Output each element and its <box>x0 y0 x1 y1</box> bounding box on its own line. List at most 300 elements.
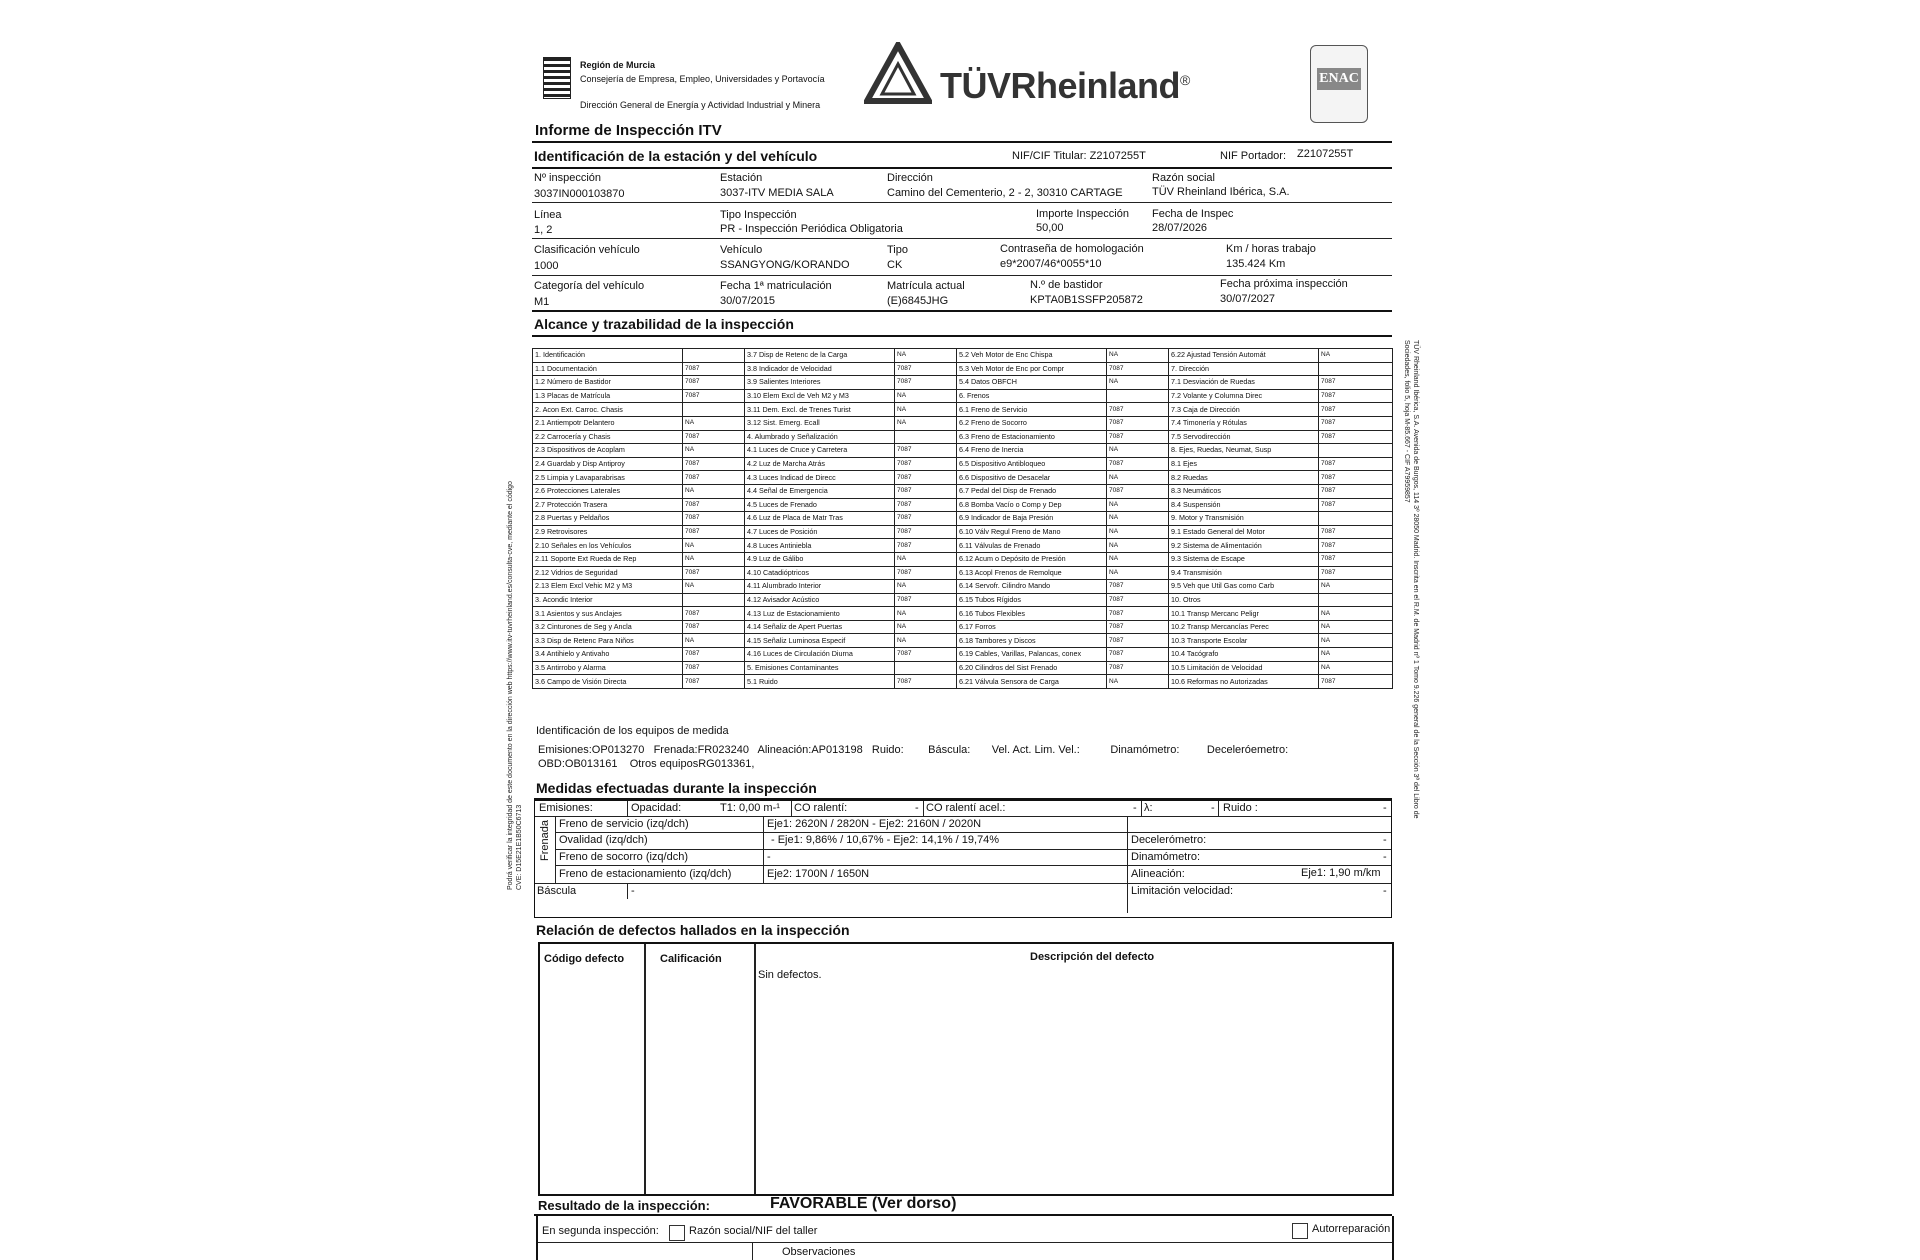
scope-item: 7.4 Timonería y Rótulas <box>1169 416 1319 430</box>
field-value: KPTA0B1SSFP205872 <box>1030 294 1143 306</box>
field-label: Km / horas trabajo <box>1226 243 1316 255</box>
scope-code: 7087 <box>1319 457 1393 471</box>
scope-item: 9. Motor y Transmisión <box>1169 512 1319 526</box>
limitacion-label: Limitación velocidad: <box>1131 885 1234 897</box>
scope-code: 7087 <box>683 512 745 526</box>
scope-row <box>533 512 1393 526</box>
scope-item: 4.11 Alumbrado Interior <box>745 580 895 594</box>
scope-item: 8.2 Ruedas <box>1169 471 1319 485</box>
scope-item: 3.8 Indicador de Velocidad <box>745 362 895 376</box>
resultado-value: FAVORABLE (Ver dorso) <box>770 1195 957 1212</box>
scope-code: 7087 <box>683 566 745 580</box>
enac-logo: ENAC <box>1317 68 1361 90</box>
scope-item: 4.7 Luces de Posición <box>745 525 895 539</box>
scope-code: NA <box>1107 552 1169 566</box>
scope-code: 7087 <box>1107 634 1169 648</box>
field-label: Estación <box>720 172 763 184</box>
scope-row <box>533 349 1393 363</box>
scope-item: 2.6 Protecciones Laterales <box>533 484 683 498</box>
side-company-text: TÜV Rheinland Ibérica, S.A. Avenida de Burgos, 114 3º 28050 Madrid. Inscrita en el R.M. de Madrid nº 1 Tomo 9.226 general de la Sección 3ª del Libro de Sociedades, folio 5, hoja M-85.667 - CIF A79959857 <box>1403 340 1419 819</box>
freno-servicio-value: Eje1: 2620N / 2820N - Eje2: 2160N / 2020N <box>767 818 982 830</box>
scope-code: 7087 <box>1107 661 1169 675</box>
scope-code: NA <box>683 634 745 648</box>
freno-socorro-label: Freno de socorro (izq/dch) <box>559 851 688 863</box>
scope-code: NA <box>1107 471 1169 485</box>
scope-item: 5.1 Ruido <box>745 675 895 689</box>
tuv-rheinland-logo: TÜVRheinland® <box>940 65 1190 106</box>
scope-item: 10.1 Transp Mercanc Peligr <box>1169 607 1319 621</box>
scope-row <box>533 607 1393 621</box>
scope-code: NA <box>1319 580 1393 594</box>
scope-code: 7087 <box>895 566 957 580</box>
scope-item: 3. Acondic Interior <box>533 593 683 607</box>
lambda-label: λ: <box>1144 802 1153 814</box>
scope-code: 7087 <box>1319 389 1393 403</box>
equipos-title: Identificación de los equipos de medida <box>536 725 729 737</box>
ovalidad-value: - Eje1: 9,86% / 10,67% - Eje2: 14,1% / 19,74% <box>771 834 1000 846</box>
field-value: TÜV Rheinland Ibérica, S.A. <box>1152 186 1290 198</box>
scope-code: 7087 <box>683 457 745 471</box>
scope-code: 7087 <box>895 512 957 526</box>
field-label: Categoría del vehículo <box>534 280 645 292</box>
dash: - <box>1211 802 1215 814</box>
scope-code: NA <box>1107 349 1169 363</box>
dash: - <box>1133 802 1137 814</box>
scope-code <box>683 403 745 417</box>
scope-item: 4.16 Luces de Circulación Diurna <box>745 648 895 662</box>
scope-row <box>533 539 1393 553</box>
scope-row <box>533 498 1393 512</box>
scope-item: 10.3 Transporte Escolar <box>1169 634 1319 648</box>
dash: - <box>1383 885 1387 897</box>
field-label: Fecha próxima inspección <box>1220 278 1348 290</box>
report-title: Informe de Inspección ITV <box>535 122 722 139</box>
scope-row <box>533 471 1393 485</box>
scope-item: 9.2 Sistema de Alimentación <box>1169 539 1319 553</box>
field-value: 1000 <box>534 260 559 272</box>
scope-item: 9.1 Estado General del Motor <box>1169 525 1319 539</box>
scope-item: 2.10 Señales en los Vehículos <box>533 539 683 553</box>
scope-item: 6.21 Válvula Sensora de Carga <box>957 675 1107 689</box>
resultado-label: Resultado de la inspección: <box>538 1198 710 1213</box>
scope-row <box>533 634 1393 648</box>
scope-code <box>1319 593 1393 607</box>
scope-code: 7087 <box>1319 525 1393 539</box>
scope-item: 6.15 Tubos Rígidos <box>957 593 1107 607</box>
scope-code <box>1319 512 1393 526</box>
emisiones-label: Emisiones: <box>539 802 593 814</box>
field-value: (E)6845JHG <box>887 295 949 307</box>
field-value: SSANGYONG/KORANDO <box>720 259 850 271</box>
scope-code: 7087 <box>683 607 745 621</box>
frenada-label: Frenada <box>539 820 551 861</box>
scope-code: 7087 <box>1319 675 1393 689</box>
scope-item: 5.4 Datos OBFCH <box>957 376 1107 390</box>
scope-item: 2.3 Dispositivos de Acoplam <box>533 444 683 458</box>
razon-taller-label: Razón social/NIF del taller <box>689 1225 818 1237</box>
scope-item: 6.8 Bomba Vacío o Comp y Dep <box>957 498 1107 512</box>
scope-item: 4.10 Catadióptricos <box>745 566 895 580</box>
autorreparacion-label: Autorreparación <box>1312 1223 1391 1235</box>
scope-code: NA <box>1107 539 1169 553</box>
side-verification-text: Podrá verificar la integridad de este documento en la dirección web https://www.itv-tuvrheinland.es/consulta-cve, mediante el código CVE: D15E21E1B50C6713 <box>507 481 523 890</box>
scope-code <box>683 349 745 363</box>
scope-code: NA <box>683 552 745 566</box>
scope-code <box>1319 444 1393 458</box>
scope-code <box>895 430 957 444</box>
scope-code: 7087 <box>1107 457 1169 471</box>
scope-code: NA <box>895 620 957 634</box>
field-label: Dirección <box>887 172 933 184</box>
scope-code: 7087 <box>1107 416 1169 430</box>
scope-row <box>533 661 1393 675</box>
scope-row <box>533 580 1393 594</box>
field-label: Importe Inspección <box>1036 208 1129 220</box>
scope-item: 3.10 Elem Excl de Veh M2 y M3 <box>745 389 895 403</box>
tuv-triangle-icon <box>864 42 932 104</box>
freno-estacionamiento-value: Eje2: 1700N / 1650N <box>767 868 870 880</box>
scope-code: 7087 <box>895 525 957 539</box>
field-label: Nº inspección <box>534 172 601 184</box>
scope-code: 7087 <box>683 389 745 403</box>
scope-item: 6.7 Pedal del Disp de Frenado <box>957 484 1107 498</box>
scope-code: NA <box>683 416 745 430</box>
scope-row <box>533 444 1393 458</box>
scope-row <box>533 457 1393 471</box>
scope-code: 7087 <box>683 675 745 689</box>
scope-item: 5. Emisiones Contaminantes <box>745 661 895 675</box>
scope-code: 7087 <box>895 498 957 512</box>
scope-item: 4. Alumbrado y Señalización <box>745 430 895 444</box>
scope-code <box>895 661 957 675</box>
scope-item: 9.3 Sistema de Escape <box>1169 552 1319 566</box>
scope-item: 2.12 Vidrios de Seguridad <box>533 566 683 580</box>
scope-code: NA <box>895 634 957 648</box>
field-value: 3037-ITV MEDIA SALA <box>720 187 834 199</box>
scope-code: NA <box>683 580 745 594</box>
scope-code: 7087 <box>895 471 957 485</box>
scope-code: 7087 <box>1319 416 1393 430</box>
scope-item: 7.3 Caja de Dirección <box>1169 403 1319 417</box>
scope-item: 1. Identificación <box>533 349 683 363</box>
scope-item: 3.11 Dem. Excl. de Trenes Turist <box>745 403 895 417</box>
field-label: Tipo Inspección <box>720 209 797 221</box>
scope-item: 3.3 Disp de Retenc Para Niños <box>533 634 683 648</box>
scope-item: 10. Otros <box>1169 593 1319 607</box>
defects-text: Sin defectos. <box>758 969 822 981</box>
scope-code: NA <box>683 539 745 553</box>
dash: - <box>1383 851 1387 863</box>
scope-code: 7087 <box>1319 498 1393 512</box>
scope-row <box>533 648 1393 662</box>
scope-code: 7087 <box>895 484 957 498</box>
scope-item: 8.4 Suspensión <box>1169 498 1319 512</box>
scope-code: NA <box>1319 607 1393 621</box>
scope-code: 7087 <box>683 471 745 485</box>
measures-table <box>534 800 1392 918</box>
field-label: Fecha 1ª matriculación <box>720 280 832 292</box>
field-value: PR - Inspección Periódica Obligatoria <box>720 223 903 235</box>
scope-code: NA <box>895 403 957 417</box>
scope-item: 1.2 Número de Bastidor <box>533 376 683 390</box>
scope-item: 3.4 Antihielo y Antivaho <box>533 648 683 662</box>
region-name: Región de Murcia <box>580 60 656 70</box>
scope-code: 7087 <box>1319 376 1393 390</box>
scope-code: 7087 <box>683 648 745 662</box>
scope-item: 6.12 Acum o Depósito de Presión <box>957 552 1107 566</box>
scope-code <box>683 593 745 607</box>
scope-item: 3.2 Cinturones de Seg y Ancla <box>533 620 683 634</box>
scope-item: 3.5 Antirrobo y Alarma <box>533 661 683 675</box>
scope-code: 7087 <box>1107 484 1169 498</box>
scope-section-title: Alcance y trazabilidad de la inspección <box>534 316 794 332</box>
scope-code: 7087 <box>895 675 957 689</box>
scope-item: 4.12 Avisador Acústico <box>745 593 895 607</box>
scope-item: 2. Acon Ext. Carroc. Chasis <box>533 403 683 417</box>
field-label: Clasificación vehículo <box>534 244 640 256</box>
scope-item: 6.19 Cables, Varillas, Palancas, conex <box>957 648 1107 662</box>
decelerometro-label: Decelerómetro: <box>1131 834 1207 846</box>
scope-code: 7087 <box>1107 593 1169 607</box>
defectos-section-title: Relación de defectos hallados en la inspección <box>536 922 850 938</box>
alineacion-value: Eje1: 1,90 m/km <box>1301 867 1381 879</box>
scope-row <box>533 430 1393 444</box>
scope-item: 5.3 Veh Motor de Enc por Compr <box>957 362 1107 376</box>
scope-code: 7087 <box>683 661 745 675</box>
scope-item: 2.9 Retrovisores <box>533 525 683 539</box>
scope-item: 3.6 Campo de Visión Directa <box>533 675 683 689</box>
col-calificacion: Calificación <box>660 953 722 965</box>
scope-item: 7.2 Volante y Columna Direc <box>1169 389 1319 403</box>
scope-item: 3.7 Disp de Retenc de la Carga <box>745 349 895 363</box>
scope-item: 6. Frenos <box>957 389 1107 403</box>
field-label: Fecha de Inspec <box>1152 208 1234 220</box>
scope-row <box>533 362 1393 376</box>
autorreparacion-checkbox[interactable] <box>1292 1223 1308 1239</box>
scope-code: 7087 <box>895 539 957 553</box>
dash: - <box>631 885 635 897</box>
scope-code: NA <box>1319 620 1393 634</box>
field-value: 28/07/2026 <box>1152 222 1208 234</box>
field-value: 3037IN000103870 <box>534 188 625 200</box>
scope-row <box>533 566 1393 580</box>
scope-code: NA <box>1107 498 1169 512</box>
segunda-label: En segunda inspección: <box>542 1225 659 1237</box>
scope-code: 7087 <box>1107 580 1169 594</box>
scope-item: 6.2 Freno de Socorro <box>957 416 1107 430</box>
scope-item: 8.1 Ejes <box>1169 457 1319 471</box>
enac-badge <box>1310 45 1368 123</box>
scope-code: NA <box>683 444 745 458</box>
scope-item: 6.17 Forros <box>957 620 1107 634</box>
scope-code: 7087 <box>683 430 745 444</box>
scope-code: NA <box>1107 512 1169 526</box>
scope-item: 4.15 Señaliz Luminosa Especif <box>745 634 895 648</box>
murcia-shield-icon <box>543 57 571 99</box>
dinamometro-label: Dinamómetro: <box>1131 851 1201 863</box>
scope-table <box>532 348 1393 689</box>
scope-code: NA <box>1107 525 1169 539</box>
scope-item: 10.5 Limitación de Velocidad <box>1169 661 1319 675</box>
field-value: 30/07/2015 <box>720 295 776 307</box>
field-value: e9*2007/46*0055*10 <box>1000 258 1102 270</box>
field-label: Tipo <box>887 244 908 256</box>
scope-item: 10.6 Reformas no Autorizadas <box>1169 675 1319 689</box>
scope-code: NA <box>895 607 957 621</box>
scope-item: 6.5 Dispositivo Antibloqueo <box>957 457 1107 471</box>
ovalidad-label: Ovalidad (izq/dch) <box>559 834 648 846</box>
dash: - <box>915 802 919 814</box>
scope-code: 7087 <box>1319 471 1393 485</box>
scope-row <box>533 389 1393 403</box>
defects-table <box>538 942 1394 1196</box>
col-codigo-defecto: Código defecto <box>544 953 625 965</box>
scope-row <box>533 675 1393 689</box>
ident-section-title: Identificación de la estación y del vehículo <box>534 148 818 164</box>
scope-item: 6.13 Acopl Frenos de Remolque <box>957 566 1107 580</box>
scope-code: NA <box>895 552 957 566</box>
scope-code: 7087 <box>683 362 745 376</box>
scope-code: 7087 <box>1319 552 1393 566</box>
scope-code: NA <box>683 484 745 498</box>
dash: - <box>1383 834 1387 846</box>
scope-code: NA <box>895 416 957 430</box>
field-value: 30/07/2027 <box>1220 293 1276 305</box>
equipos-line-2: OBD:OB013161 Otros equiposRG013361, <box>538 758 755 770</box>
scope-code: 7087 <box>895 593 957 607</box>
field-label: Razón social <box>1152 172 1215 184</box>
scope-code: 7087 <box>895 444 957 458</box>
scope-item: 4.9 Luz de Gálibo <box>745 552 895 566</box>
freno-estacionamiento-label: Freno de estacionamiento (izq/dch) <box>559 868 732 880</box>
scope-code: 7087 <box>683 620 745 634</box>
scope-item: 7. Dirección <box>1169 362 1319 376</box>
field-label: Vehículo <box>720 244 763 256</box>
equipos-line-1: Emisiones:OP013270 Frenada:FR023240 Alineación:AP013198 Ruido: Báscula: Vel. Act. Lim. Vel.: Dinamómetro: Deceleróemetro: <box>538 744 1289 756</box>
consejeria-name: Consejería de Empresa, Empleo, Universidades y Portavocía <box>580 74 825 84</box>
scope-item: 3.12 Sist. Emerg. Ecall <box>745 416 895 430</box>
scope-code: 7087 <box>683 376 745 390</box>
scope-item: 4.4 Señal de Emergencia <box>745 484 895 498</box>
scope-code: NA <box>1319 634 1393 648</box>
scope-code <box>1107 389 1169 403</box>
scope-code: 7087 <box>1319 430 1393 444</box>
taller-checkbox[interactable] <box>669 1225 685 1241</box>
opacidad-label: Opacidad: <box>631 802 682 814</box>
scope-item: 10.4 Tacógrafo <box>1169 648 1319 662</box>
scope-item: 6.16 Tubos Flexibles <box>957 607 1107 621</box>
scope-item: 1.1 Documentación <box>533 362 683 376</box>
scope-code: 7087 <box>1107 430 1169 444</box>
scope-item: 4.3 Luces Indicad de Direcc <box>745 471 895 485</box>
nif-portador-label: NIF Portador: <box>1220 150 1287 162</box>
scope-item: 4.2 Luz de Marcha Atrás <box>745 457 895 471</box>
scope-code: 7087 <box>895 648 957 662</box>
scope-item: 6.3 Freno de Estacionamiento <box>957 430 1107 444</box>
dash: - <box>1383 802 1387 814</box>
scope-code: NA <box>1107 444 1169 458</box>
scope-item: 6.11 Válvulas de Frenado <box>957 539 1107 553</box>
scope-item: 6.6 Dispositivo de Desacelar <box>957 471 1107 485</box>
scope-code: 7087 <box>1319 484 1393 498</box>
scope-row <box>533 376 1393 390</box>
scope-code: 7087 <box>895 376 957 390</box>
field-value: CK <box>887 259 903 271</box>
scope-code: NA <box>895 349 957 363</box>
scope-item: 8.3 Neumáticos <box>1169 484 1319 498</box>
scope-item: 6.22 Ajustad Tensión Automát <box>1169 349 1319 363</box>
col-descripcion: Descripción del defecto <box>1030 951 1155 963</box>
field-label: N.º de bastidor <box>1030 279 1103 291</box>
scope-code: 7087 <box>1107 362 1169 376</box>
scope-item: 6.9 Indicador de Baja Presión <box>957 512 1107 526</box>
direccion-general: Dirección General de Energía y Actividad Industrial y Minera <box>580 100 821 110</box>
field-label: Línea <box>534 209 562 221</box>
nif-titular: NIF/CIF Titular: Z2107255T <box>1012 150 1146 162</box>
observaciones-label: Observaciones <box>782 1246 856 1258</box>
scope-row <box>533 620 1393 634</box>
scope-code: 7087 <box>895 457 957 471</box>
scope-item: 7.5 Servodirección <box>1169 430 1319 444</box>
field-label: Matrícula actual <box>887 280 965 292</box>
scope-item: 8. Ejes, Ruedas, Neumat, Susp <box>1169 444 1319 458</box>
scope-item: 5.2 Veh Motor de Enc Chispa <box>957 349 1107 363</box>
scope-item: 6.4 Freno de Inercia <box>957 444 1107 458</box>
scope-item: 2.7 Protección Trasera <box>533 498 683 512</box>
field-value: M1 <box>534 296 550 308</box>
scope-item: 4.1 Luces de Cruce y Carretera <box>745 444 895 458</box>
scope-item: 4.13 Luz de Estacionamiento <box>745 607 895 621</box>
t1-value: T1: 0,00 m-¹ <box>720 802 780 814</box>
scope-item: 2.13 Elem Excl Vehic M2 y M3 <box>533 580 683 594</box>
scope-item: 4.8 Luces Antiniebla <box>745 539 895 553</box>
freno-servicio-label: Freno de servicio (izq/dch) <box>559 818 689 830</box>
scope-item: 9.5 Veh que Util Gas como Carb <box>1169 580 1319 594</box>
field-value: 135.424 Km <box>1226 258 1286 270</box>
co-acel-label: CO ralentí acel.: <box>926 802 1006 814</box>
scope-row <box>533 525 1393 539</box>
medidas-section-title: Medidas efectuadas durante la inspección <box>536 780 817 796</box>
nif-portador: Z2107255T <box>1297 148 1354 160</box>
scope-code: NA <box>895 389 957 403</box>
scope-item: 1.3 Placas de Matrícula <box>533 389 683 403</box>
scope-item: 3.9 Salientes Interiores <box>745 376 895 390</box>
scope-code: 7087 <box>895 362 957 376</box>
scope-code: 7087 <box>1107 648 1169 662</box>
alineacion-label: Alineación: <box>1131 868 1185 880</box>
scope-code: NA <box>1319 661 1393 675</box>
scope-row <box>533 403 1393 417</box>
scope-code: 7087 <box>1107 403 1169 417</box>
scope-item: 3.1 Asientos y sus Anclajes <box>533 607 683 621</box>
scope-code: 7087 <box>1319 403 1393 417</box>
scope-code: NA <box>895 580 957 594</box>
scope-code: 7087 <box>1319 539 1393 553</box>
scope-code: 7087 <box>683 525 745 539</box>
scope-item: 6.18 Tambores y Discos <box>957 634 1107 648</box>
scope-item: 2.8 Puertas y Peldaños <box>533 512 683 526</box>
scope-item: 2.4 Guardab y Disp Antiproy <box>533 457 683 471</box>
scope-item: 2.1 Antiempotr Delantero <box>533 416 683 430</box>
scope-code: NA <box>1319 349 1393 363</box>
scope-item: 6.14 Servofr. Cilindro Mando <box>957 580 1107 594</box>
scope-item: 2.5 Limpia y Lavaparabrisas <box>533 471 683 485</box>
scope-row <box>533 593 1393 607</box>
segunda-inspeccion-panel <box>536 1216 1394 1260</box>
scope-code: NA <box>1319 648 1393 662</box>
field-value: Camino del Cementerio, 2 - 2, 30310 CARTAGE <box>887 187 1123 199</box>
scope-code: 7087 <box>1107 607 1169 621</box>
